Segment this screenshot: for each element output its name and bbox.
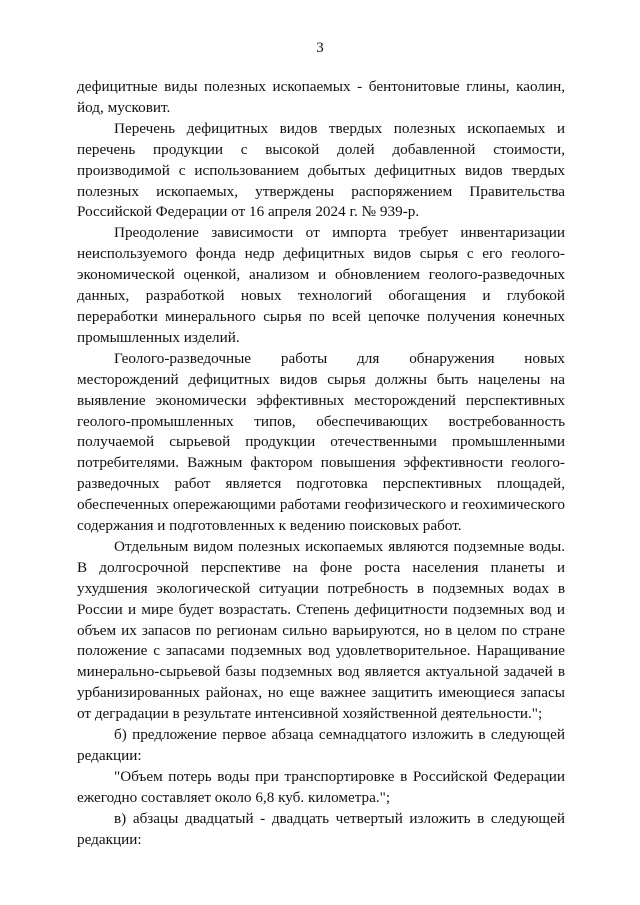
page-number: 3 (316, 40, 324, 56)
paragraph-quoted-water-losses: "Объем потерь воды при транспортировке в Российской Федерации ежегодно составляет около 6,8 куб. километра."; (77, 767, 565, 806)
paragraph-groundwater: Отдельным видом полезных ископаемых являются подземные воды. В долгосрочной перспективе на фоне роста населения планеты и ухудшения экологической ситуации потребность в подземных водах в России и мире будет возрастать. Степень дефицитности подземных вод и объем их запасов по регионам сильно варьируются, но в целом по стране положение с запасами подземных вод удовлетворительное. Наращивание минерально-сырьевой базы подземных вод является актуальной задачей в урбанизированных районах, но еще важнее защитить имеющиеся запасы от деградации в результате интенсивной хозяйственной деятельности."; (77, 537, 565, 723)
paragraph-continuation: дефицитные виды полезных ископаемых - бентонитовые глины, каолин, йод, мусковит. (77, 78, 565, 116)
paragraph-scarce-minerals-list: Перечень дефицитных видов твердых полезных ископаемых и перечень продукции с высокой долей добавленной стоимости, производимой с использованием добытых дефицитных видов твердых полезных ископаемых, утверждены распоряжением Правительства Российской Федерации от 16 апреля 2024 г. № 939-р. (77, 119, 565, 221)
paragraph-amendment-v: в) абзацы двадцатый - двадцать четвертый изложить в следующей редакции: (77, 809, 565, 848)
paragraph-geological-exploration: Геолого-разведочные работы для обнаружения новых месторождений дефицитных видов сырья должны быть нацелены на выявление экономически эффективных месторождений перспективных геолого-промышленных типов, обеспечивающих востребованность получаемой сырьевой продукции отечественными промышленными потребителями. Важным фактором повышения эффективности геолого-разведочных работ является подготовка перспективных площадей, обеспеченных опережающими работами геофизического и геохимического содержания и подготовленных к ведению поисковых работ. (77, 349, 565, 535)
paragraph-amendment-b: б) предложение первое абзаца семнадцатого изложить в следующей редакции: (77, 726, 565, 764)
paragraph-import-dependence: Преодоление зависимости от импорта требует инвентаризации неиспользуемого фонда недр дефицитных видов сырья с его геолого-экономической оценкой, анализом и обновлением геолого-разведочных данных, разработкой новых технологий обогащения и глубокой переработки минерального сырья по всей цепочке получения конечных промышленных изделий. (77, 224, 565, 346)
document-body (77, 77, 565, 851)
